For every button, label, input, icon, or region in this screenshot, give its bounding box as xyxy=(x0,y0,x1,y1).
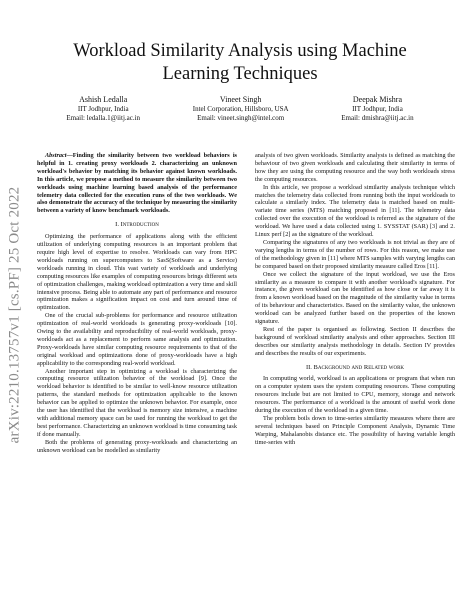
paragraph: Comparing the signatures of any two workloads is not trivial as they are of varying lengths in terms of the number of rows. For this reason, we make use of the methodology given in [11] where MTS samples with varying lengths can be compared based on their proposed similarity measure called Eros [11]. xyxy=(255,238,455,270)
title-line-1: Workload Similarity Analysis using Machine xyxy=(73,41,407,61)
arxiv-id-text: arXiv:2210.13757v1 [cs.PF] 25 Oct 2022 xyxy=(6,186,23,444)
author-name: Deepak Mishra xyxy=(352,95,402,104)
author-2 xyxy=(193,94,289,123)
paragraph: Once we collect the signature of the input workload, we use the Eros similarity as a measure to compare it with another workload's signature. For instance, the given workload can be identified as how close or far away it is from a known workload based on the magnitude of the similarity value in terms of its behaviour and characteristics. Based on the similarity value, the unknown workload can be analyzed further based on the properties of the known signature. xyxy=(255,270,455,326)
abstract-label: Abstract xyxy=(45,152,67,159)
paragraph: In this article, we propose a workload similarity analysis technique which matches the telemetry data collected from running both the input workloads to calculate a similarly index. The telemetry data is matched based on multi-variate time series (MTS) matching proposed in [11]. The telemetry data collected over the execution of the workload is referred as the signature of the workload. We have used a data collected using 1. SYSSTAT (SAR) [3] and 2. Linux perf [2] as the signature of the workload. xyxy=(255,183,455,239)
arxiv-sidebar-stamp xyxy=(6,165,24,465)
paragraph: analysis of two given workloads. Similarity analysis is defined as matching the behaviour of two given workloads and calculating their similarity in terms of how they are using the computing resource and the way both workloads stress the computing resources. xyxy=(255,152,455,183)
author-affiliation: IIT Jodhpur, India xyxy=(352,105,403,113)
paragraph: One of the crucial sub-problems for performance and resource utilization optimization of real-world workloads is generating proxy-workloads [10]. Owing to the availability and reproducibility of real-world workloads, proxy-workloads act as a replacement to perform same analysis and optimization. Proxy-workloads have similar computing resource requirements to that of the original workload and optimizations done of proxy-workloads have a high applicability to the corresponding real-world workload. xyxy=(37,312,237,367)
paper-title xyxy=(40,40,440,86)
paragraph: Both the problems of generating proxy-workloads and characterizing an unknown workload can be modelled as similarity xyxy=(37,438,237,454)
paragraph: In computing world, workload is an applications or program that when run on a computer system uses the system computing resources. These computing resources include but are not limited to CPU, memory, storage and network resources. The performance of a workload is the amount of useful work done during the execution of the workload in a given time. xyxy=(255,375,455,415)
author-affiliation: IIT Jodhpur, India xyxy=(77,105,129,113)
left-column xyxy=(37,152,237,455)
paragraph: Optimizing the performance of applications along with the efficient utilization of underlying computing resources is an important problem that require high level of expertise to resolve. Workloads can vary from HPC workloads running on supercomputers to SasS(Software as a Service) workloads running in cloud. This vast variety of workloads and underlying computing resources like examples of computing resources brings different sets of optimization challenges, making workload optimization a very time and skill intensive process. Being able to automate any part of performance and resource optimization makes a signification impact on cost and turn around time of optimization. xyxy=(37,233,237,312)
author-block xyxy=(40,94,440,123)
title-line-2: Learning Techniques xyxy=(162,64,318,84)
author-email: Email: dmishra@iitj.ac.in xyxy=(341,114,414,122)
abstract-text: —Finding the similarity between two workload behaviors is helpful in 1. creating proxy workloads 2. characterizing an unknown workload's behavior by matching its behavior against known workloads. In this article, we propose a method to measure the similarity between two workloads using machine learning based analysis of the performance telemetry data collected for the execution runs of the two workloads. We also demonstrate the accuracy of the technique by measuring the similarity between a variety of know benchmark workloads. xyxy=(37,152,237,215)
abstract xyxy=(37,152,237,215)
paragraph: The problem boils down to time-series similarity measures where there are several techniques based on Principle Component Analysis, Dynamic Time Warping, Mahalanobis distance etc. The possibility of having variable length time-series with xyxy=(255,415,455,446)
author-email: Email: vineet.singh@intel.com xyxy=(197,114,285,122)
author-name: Vineet Singh xyxy=(219,95,262,104)
author-1 xyxy=(66,94,140,123)
paragraph: Rest of the paper is organised as following. Section II describes the background of workload similarity analysis and other approaches. Section III describes our similarity analysis methodology in details. Section IV provides and describes the results of our experiments. xyxy=(255,325,455,357)
section-heading-background: II. Background and Related work xyxy=(305,363,405,371)
author-3 xyxy=(341,94,413,123)
section-heading-introduction: I. Introduction xyxy=(115,221,159,229)
author-email: Email: ledalla.1@iitj.ac.in xyxy=(66,114,141,122)
paragraph: Another important step in optimizing a workload is characterizing the computing resource utilization behavior of the workload [9]. Once the workload behavior is identified to be similar to well-know resource utilization patterns, the standard methods for optimization applicable to the known behavior can be applied to optimize the unknown behavior. For example, once the user has identified that the workload is memory size intensive, a machine with additional memory space can be used for running the workload to get the best performance. Characterizing an unknown workload is time consuming task if done manually. xyxy=(37,367,237,438)
author-affiliation: Intel Corporation, Hillsboro, USA xyxy=(192,105,289,113)
right-column xyxy=(255,152,455,447)
author-name: Ashish Ledalla xyxy=(79,95,128,104)
